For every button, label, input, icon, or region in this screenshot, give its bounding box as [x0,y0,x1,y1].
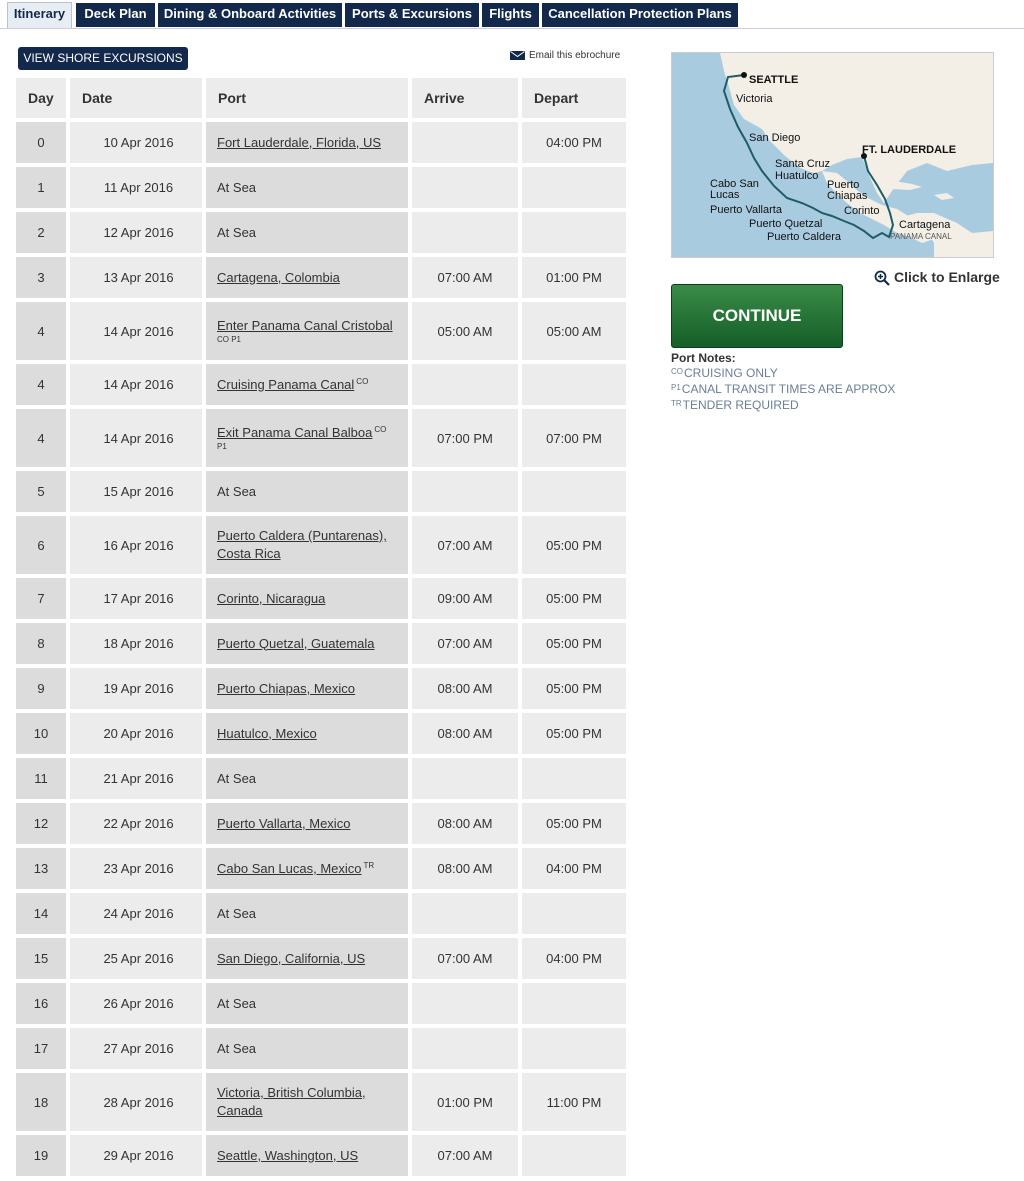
cell-date: 18 Apr 2016 [70,623,202,664]
port-note-item [671,397,895,413]
cell-date: 26 Apr 2016 [70,983,202,1024]
cell-date: 14 Apr 2016 [70,302,202,360]
port-label: At Sea [217,1040,257,1056]
cell-date: 29 Apr 2016 [70,1135,202,1176]
cell-day: 13 [16,848,66,889]
port-note-marker: TR [363,860,375,870]
cell-date: 14 Apr 2016 [70,409,202,467]
table-row [16,713,626,754]
port-notes [671,351,895,413]
cell-arrive: 07:00 AM [412,257,518,298]
cell-date: 19 Apr 2016 [70,668,202,709]
port-link[interactable]: Cruising Panama Canal [217,376,355,392]
cell-day: 10 [16,713,66,754]
port-label: At Sea [217,770,257,786]
cell-day: 12 [16,803,66,844]
port-link[interactable]: Enter Panama Canal Cristobal [217,318,393,333]
port-link[interactable]: Corinto, Nicaragua [217,590,326,606]
port-note-item [671,365,895,381]
cell-day: 6 [16,516,66,574]
cell-depart: 05:00 PM [522,578,626,619]
cell-arrive: 07:00 PM [412,409,518,467]
cell-depart: 01:00 PM [522,257,626,298]
port-link[interactable]: Puerto Caldera (Puntarenas), Costa Rica [217,528,387,561]
table-row [16,668,626,709]
cell-day: 8 [16,623,66,664]
table-row [16,893,626,934]
map-label-seattle: SEATTLE [749,74,799,86]
col-header-depart: Depart [522,78,626,118]
map-label-corinto: Corinto [844,205,880,217]
cell-port [206,1028,408,1069]
port-link[interactable]: San Diego, California, US [217,950,366,966]
cell-arrive: 08:00 AM [412,668,518,709]
tab-ports-excursions[interactable]: Ports & Excursions [345,3,479,27]
cell-day: 17 [16,1028,66,1069]
cell-day: 16 [16,983,66,1024]
cell-date: 28 Apr 2016 [70,1073,202,1131]
cell-day: 4 [16,364,66,405]
port-note-text: CANAL TRANSIT TIMES ARE APPROX [681,382,896,396]
click-to-enlarge-link[interactable] [874,269,1000,286]
port-link[interactable]: Cabo San Lucas, Mexico [217,860,362,876]
port-note-code: P1 [671,383,681,392]
cell-arrive [412,983,518,1024]
table-row [16,122,626,163]
cell-depart [522,893,626,934]
cell-depart [522,471,626,512]
table-row [16,1028,626,1069]
cell-arrive [412,364,518,405]
cell-arrive [412,212,518,253]
port-notes-title: Port Notes: [671,351,736,365]
port-note-marker: CO [356,376,369,386]
cell-arrive: 08:00 AM [412,848,518,889]
cell-arrive: 05:00 AM [412,302,518,360]
port-note-item [671,381,895,397]
cell-port [206,471,408,512]
cell-port [206,578,408,619]
map-label-puerto: Puerto [827,179,860,191]
cell-day: 4 [16,409,66,467]
itinerary-table [12,74,630,1180]
cell-depart [522,167,626,208]
cell-port [206,409,408,467]
cell-date: 11 Apr 2016 [70,167,202,208]
port-label: At Sea [217,995,257,1011]
cell-port [206,713,408,754]
cell-day: 14 [16,893,66,934]
port-note-code: CO [671,367,683,376]
map-label-lucas: Lucas [710,189,740,201]
table-row [16,938,626,979]
table-row [16,578,626,619]
port-label: At Sea [217,483,257,499]
cell-date: 21 Apr 2016 [70,758,202,799]
port-link[interactable]: Fort Lauderdale, Florida, US [217,134,382,150]
cell-date: 17 Apr 2016 [70,578,202,619]
cell-arrive [412,758,518,799]
cell-port [206,122,408,163]
cell-arrive: 08:00 AM [412,803,518,844]
cell-port [206,516,408,574]
port-link[interactable]: Victoria, British Columbia, Canada [217,1085,366,1118]
cell-port [206,167,408,208]
cell-depart [522,212,626,253]
table-row [16,364,626,405]
cell-port [206,1135,408,1176]
port-link[interactable]: Huatulco, Mexico [217,725,317,741]
table-row [16,471,626,512]
cell-date: 14 Apr 2016 [70,364,202,405]
email-ebrochure-link[interactable] [510,50,620,61]
map-label-santa-cruz: Santa Cruz [775,158,831,170]
cell-port [206,257,408,298]
cell-date: 13 Apr 2016 [70,257,202,298]
table-row [16,983,626,1024]
map-label-chiapas: Chiapas [827,190,868,202]
col-header-day: Day [16,78,66,118]
cell-date: 16 Apr 2016 [70,516,202,574]
map-label-huatulco: Huatulco [775,170,819,182]
port-link[interactable]: Puerto Chiapas, Mexico [217,680,356,696]
port-note-marker: P1 [217,442,227,451]
cell-depart: 11:00 PM [522,1073,626,1131]
cell-date: 24 Apr 2016 [70,893,202,934]
cell-depart: 05:00 PM [522,803,626,844]
port-link[interactable]: Puerto Vallarta, Mexico [217,815,351,831]
cell-port [206,1073,408,1131]
cell-depart [522,758,626,799]
tab-cancellation-protection-plans[interactable]: Cancellation Protection Plans [542,3,738,27]
cell-arrive: 07:00 AM [412,938,518,979]
map-label-cabo-san: Cabo San [710,178,759,190]
table-row [16,758,626,799]
cell-arrive [412,471,518,512]
email-ebrochure-label: Email this ebrochure [529,50,621,61]
cell-day: 1 [16,167,66,208]
click-to-enlarge-label: Click to Enlarge [894,269,1000,285]
table-row [16,803,626,844]
cell-day: 0 [16,122,66,163]
cell-day: 7 [16,578,66,619]
map-label-puerto-quetzal: Puerto Quetzal [749,218,823,230]
cell-arrive [412,167,518,208]
port-link[interactable]: Exit Panama Canal Balboa [217,425,373,440]
cell-depart: 07:00 PM [522,409,626,467]
port-note-text: TENDER REQUIRED [682,398,799,412]
cell-day: 3 [16,257,66,298]
port-note-code: TR [671,399,682,408]
cell-day: 4 [16,302,66,360]
cell-arrive: 07:00 AM [412,623,518,664]
cell-depart: 04:00 PM [522,938,626,979]
port-label: At Sea [217,224,257,240]
map-label-puerto-caldera: Puerto Caldera [767,231,841,243]
port-link[interactable]: Puerto Quetzal, Guatemala [217,635,375,651]
map-label-puerto-vallarta: Puerto Vallarta [710,204,782,216]
cell-arrive: 07:00 AM [412,1135,518,1176]
cell-day: 9 [16,668,66,709]
cell-depart: 05:00 AM [522,302,626,360]
port-label: At Sea [217,179,257,195]
cell-port [206,983,408,1024]
cell-day: 2 [16,212,66,253]
port-note-text: CRUISING ONLY [684,366,778,380]
port-label: At Sea [217,905,257,921]
cell-arrive: 08:00 AM [412,713,518,754]
col-header-port: Port [206,78,408,118]
cell-day: 15 [16,938,66,979]
cell-depart: 05:00 PM [522,713,626,754]
cell-port [206,938,408,979]
cell-day: 19 [16,1135,66,1176]
port-link[interactable]: Cartagena, Colombia [217,269,340,285]
cell-arrive: 09:00 AM [412,578,518,619]
table-row [16,212,626,253]
tab-bar [0,0,1024,29]
port-link[interactable]: Seattle, Washington, US [217,1147,359,1163]
cell-date: 15 Apr 2016 [70,471,202,512]
cell-arrive: 01:00 PM [412,1073,518,1131]
cell-date: 20 Apr 2016 [70,713,202,754]
cell-depart: 04:00 PM [522,848,626,889]
map-label-san-diego: San Diego [749,132,801,144]
table-row [16,516,626,574]
table-header-row [16,78,626,118]
cell-arrive [412,122,518,163]
tab-itinerary[interactable]: Itinerary [7,2,72,28]
cell-port [206,623,408,664]
map-label-cartagena: Cartagena [899,219,951,231]
cell-depart: 05:00 PM [522,623,626,664]
cell-depart [522,364,626,405]
cell-depart: 05:00 PM [522,668,626,709]
tab-flights[interactable]: Flights [482,3,539,27]
cell-date: 22 Apr 2016 [70,803,202,844]
cell-port [206,668,408,709]
table-row [16,167,626,208]
map-label-ft-lauderdale: FT. LAUDERDALE [862,144,957,156]
table-row [16,1073,626,1131]
table-row [16,409,626,467]
cell-arrive: 07:00 AM [412,516,518,574]
cell-arrive [412,893,518,934]
table-row [16,302,626,360]
cell-date: 12 Apr 2016 [70,212,202,253]
port-note-marker: CO [374,425,387,434]
cell-port [206,758,408,799]
cell-depart: 04:00 PM [522,122,626,163]
cell-port [206,848,408,889]
cell-date: 10 Apr 2016 [70,122,202,163]
cell-day: 11 [16,758,66,799]
cell-day: 5 [16,471,66,512]
zoom-in-icon [874,270,890,286]
map-marker-seattle [741,72,747,78]
cell-port [206,212,408,253]
route-map[interactable] [671,52,994,258]
cell-port [206,893,408,934]
cell-arrive [412,1028,518,1069]
cell-port [206,364,408,405]
map-label-panama-canal: PANAMA CANAL [890,232,952,241]
table-row [16,1135,626,1176]
cell-port [206,803,408,844]
col-header-arrive: Arrive [412,78,518,118]
table-row [16,848,626,889]
view-shore-excursions-button[interactable]: VIEW SHORE EXCURSIONS [18,47,188,70]
cell-depart [522,983,626,1024]
cell-day: 18 [16,1073,66,1131]
continue-button[interactable]: CONTINUE [671,284,843,348]
map-label-victoria: Victoria [736,93,773,105]
table-row [16,623,626,664]
cell-depart [522,1028,626,1069]
port-note-marker: CO P1 [217,335,242,344]
tab-deck-plan[interactable]: Deck Plan [76,3,155,27]
table-row [16,257,626,298]
cell-depart: 05:00 PM [522,516,626,574]
envelope-icon [510,51,525,60]
col-header-date: Date [70,78,202,118]
cell-port [206,302,408,360]
route-map-graphic [672,53,993,257]
cell-date: 25 Apr 2016 [70,938,202,979]
tab-dining-onboard-activities[interactable]: Dining & Onboard Activities [158,3,342,27]
cell-date: 27 Apr 2016 [70,1028,202,1069]
cell-depart [522,1135,626,1176]
cell-date: 23 Apr 2016 [70,848,202,889]
